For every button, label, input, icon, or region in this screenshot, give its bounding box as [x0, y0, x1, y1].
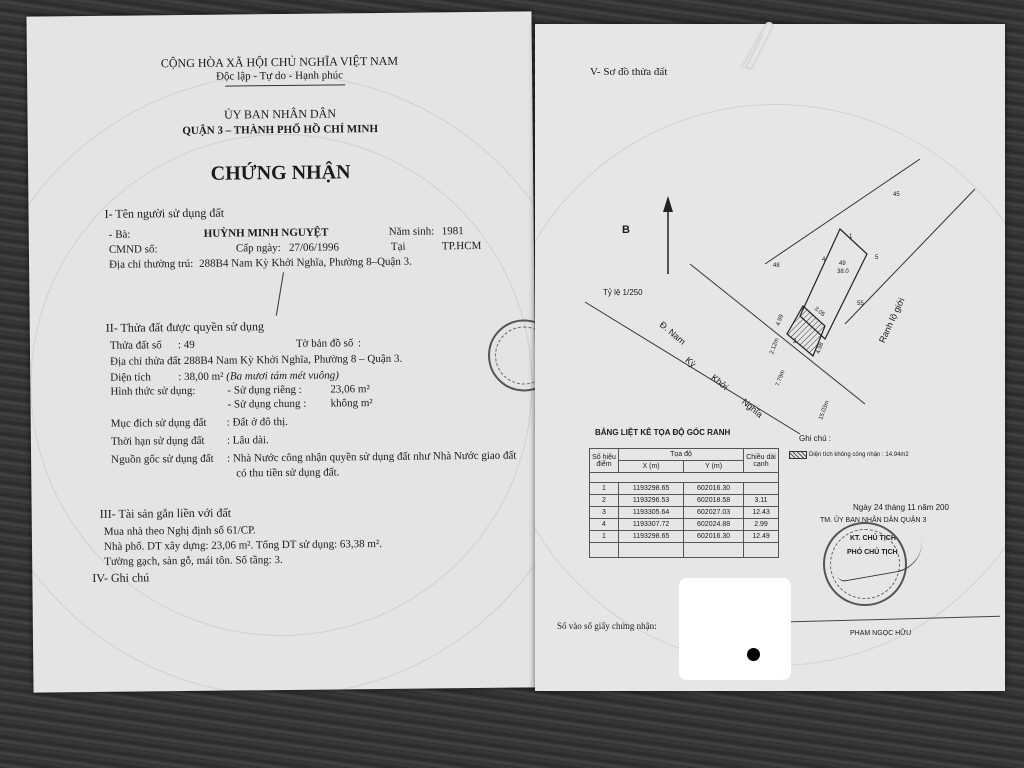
map-sheet-number: : [357, 337, 362, 350]
table-row [590, 483, 779, 495]
section-5-heading: V- Sơ đồ thửa đất [590, 66, 668, 78]
redaction-box [679, 578, 791, 680]
term-label: Thời hạn sử dụng đất [110, 434, 205, 448]
origin-value-line-2: có thu tiền sử dụng đất. [236, 466, 340, 480]
table-row [590, 531, 779, 543]
assets-line-2: Nhà phố. DT xây dựng: 23,06 m². Tổng DT sử dụng: 63,38 m². [103, 537, 383, 553]
certificate-title: CHỨNG NHẬN [210, 161, 351, 185]
area-label: Diện tích [110, 371, 151, 384]
plot-address: : 288B4 Nam Kỳ Khởi Nghĩa, Phường 8 – Quận 3. [178, 352, 403, 368]
cell-x: 1193298.65 [619, 483, 684, 495]
plot-number: : 49 [177, 338, 195, 352]
table-row [590, 519, 779, 531]
edge-length-1: 4.99 [775, 313, 786, 327]
motto: Độc lập - Tự do - Hạnh phúc [216, 69, 344, 83]
section-2-heading: II- Thửa đất được quyền sử dụng [105, 319, 265, 335]
redaction-dot [747, 648, 760, 661]
table-row [590, 495, 779, 507]
cell-length: 12.43 [744, 507, 779, 519]
authority-name: ỦY BAN NHÂN DÂN [223, 106, 337, 122]
map-sheet-label: Tờ bản đồ số [295, 337, 354, 350]
vertex-label-1: 1 [849, 234, 853, 240]
cell-x: 1193305.64 [619, 507, 684, 519]
district-name: QUẬN 3 – THÀNH PHỐ HỒ CHÍ MINH [182, 122, 379, 138]
scale-label: Tỷ lệ 1/250 [603, 288, 643, 297]
plot-number-label: Thửa đất số [109, 339, 162, 352]
vertex-label-5: 5 [875, 255, 879, 261]
usage-form-label: Hình thức sử dụng: [110, 384, 196, 398]
origin-value-line-1: : Nhà Nước công nhận quyền sử dụng đất như Nhà Nước giao đất [227, 449, 517, 465]
private-use-label: - Sử dụng riêng : [227, 383, 302, 397]
section-4-heading: IV- Ghi chú [92, 570, 150, 586]
sign-date: Ngày 24 tháng 11 năm 200 [853, 503, 949, 512]
plot-address-label: Địa chỉ thửa đất [110, 355, 181, 368]
issue-date: 27/06/1996 [288, 241, 340, 254]
paper-clip-icon [735, 20, 775, 72]
col-edge-header: Chiều dài cạnh [744, 449, 779, 473]
honorific: - Bà: [108, 228, 131, 241]
sign-authority: TM. ỦY BAN NHÂN DÂN QUẬN 3 [820, 517, 927, 524]
cell-point: 2 [590, 495, 619, 507]
cell-x: 1193296.53 [619, 495, 684, 507]
cell-y: 602027.03 [684, 507, 744, 519]
boundary-line-1 [765, 159, 920, 264]
shared-use-label: - Sử dụng chung : [227, 397, 307, 411]
assets-line-3: Tường gạch, sàn gỗ, mái tôn. Số tầng: 3. [104, 554, 283, 568]
purpose-value: : Đất ở đô thị. [226, 415, 288, 429]
edge-length-2: 3.05 [812, 306, 826, 319]
cell-length: 12.49 [744, 531, 779, 543]
owner-name: HUỲNH MINH NGUYỆT [203, 226, 329, 240]
signer-name: PHẠM NGỌC HỮU [850, 630, 912, 637]
offset-length-3: 15.03m [818, 399, 831, 421]
north-label: B [622, 224, 630, 236]
parcel-label-48: 48 [773, 263, 780, 269]
cell-length: 3.11 [744, 495, 779, 507]
assets-line-1: Mua nhà theo Nghị định số 61/CP. [103, 524, 256, 538]
id-label: CMND số: [108, 243, 158, 256]
purpose-label: Mục đích sử dụng đất [110, 416, 207, 430]
boundary-label: Ranh lộ giới [876, 296, 907, 345]
table-row [590, 507, 779, 519]
street-name-part-4: Nghĩa [739, 396, 765, 420]
offset-length-2: 7.79m [775, 369, 787, 388]
parcel-label-55: 55 [857, 301, 864, 307]
cell-x: 1193298.65 [619, 531, 684, 543]
notes-label: Ghi chú : [799, 434, 832, 443]
cell-point: 1 [590, 483, 619, 495]
cell-y: 602016.30 [684, 531, 744, 543]
north-arrow-icon [663, 196, 673, 212]
vertex-label-4: 4 [822, 257, 826, 263]
section-3-heading: III- Tài sản gắn liền với đất [99, 505, 232, 521]
permanent-address: 288B4 Nam Kỳ Khởi Nghĩa, Phường 8–Quận 3. [199, 255, 412, 270]
table-row [590, 473, 779, 483]
col-y-header: Y (m) [684, 461, 744, 473]
issue-place-label: Tại [390, 240, 406, 253]
issue-place: TP.HCM [441, 239, 482, 253]
cell-length [744, 483, 779, 495]
area-value: : 38,00 m² [178, 370, 224, 384]
coordinate-table [589, 448, 779, 558]
cell-point: 3 [590, 507, 619, 519]
cell-y: 602018.58 [684, 495, 744, 507]
cell-point: 4 [590, 519, 619, 531]
street-name-part-1: Đ. Nam [657, 319, 688, 347]
issue-label: Cấp ngày: [235, 242, 281, 255]
section-1-heading: I- Tên người sử dụng đất [104, 205, 225, 221]
sign-capacity: KT. CHỦ TỊCH [850, 535, 896, 542]
col-point-header: Số hiệu điểm [590, 449, 619, 473]
parcel-area-label: 38.0 [837, 269, 849, 275]
coord-table-title: BẢNG LIỆT KÊ TỌA ĐỘ GÓC RANH [595, 428, 731, 437]
address-label: Địa chỉ thường trú: [109, 257, 194, 271]
certificate-left-page [26, 11, 538, 692]
col-x-header: X (m) [619, 461, 684, 473]
private-use-value: 23,06 m² [330, 383, 370, 396]
col-coord-header: Tọa độ [619, 449, 744, 461]
shared-use-value: không m² [330, 397, 373, 410]
birth-year: 1981 [441, 225, 464, 238]
cell-x: 1193307.72 [619, 519, 684, 531]
area-in-words: (Ba mươi tám mét vuông) [226, 369, 339, 383]
birth-label: Năm sinh: [388, 225, 435, 238]
cell-y: 602016.30 [684, 483, 744, 495]
boundary-line-2 [845, 189, 975, 324]
origin-label: Nguồn gốc sử dụng đất [111, 452, 214, 466]
official-seal-half [488, 319, 539, 392]
header-divider [225, 84, 345, 86]
sign-role: PHÓ CHỦ TỊCH [847, 549, 898, 556]
cell-y: 602024.88 [684, 519, 744, 531]
street-name-part-2: Kỳ [683, 354, 698, 370]
cell-length: 2.99 [744, 519, 779, 531]
edge-length-3: 4.98 [815, 341, 826, 355]
hatch-legend-swatch [789, 451, 807, 459]
parcel-label-49: 49 [839, 261, 846, 267]
street-name-part-3: Khởi [709, 372, 731, 393]
cell-point: 1 [590, 531, 619, 543]
table-row [590, 543, 779, 558]
term-value: : Lâu dài. [226, 434, 269, 447]
notes-legend: Diện tích không công nhận : 14.94m2 [809, 452, 909, 458]
offset-length-1: 2.12m [769, 337, 781, 356]
country-header: CỘNG HÒA XÃ HỘI CHỦ NGHĨA VIỆT NAM [160, 53, 399, 71]
parcel-label-45: 45 [893, 192, 900, 198]
register-label: Số vào sổ giấy chứng nhận: [557, 621, 657, 631]
vertex-label-2: 2 [793, 339, 797, 345]
handwritten-mark [276, 272, 284, 316]
